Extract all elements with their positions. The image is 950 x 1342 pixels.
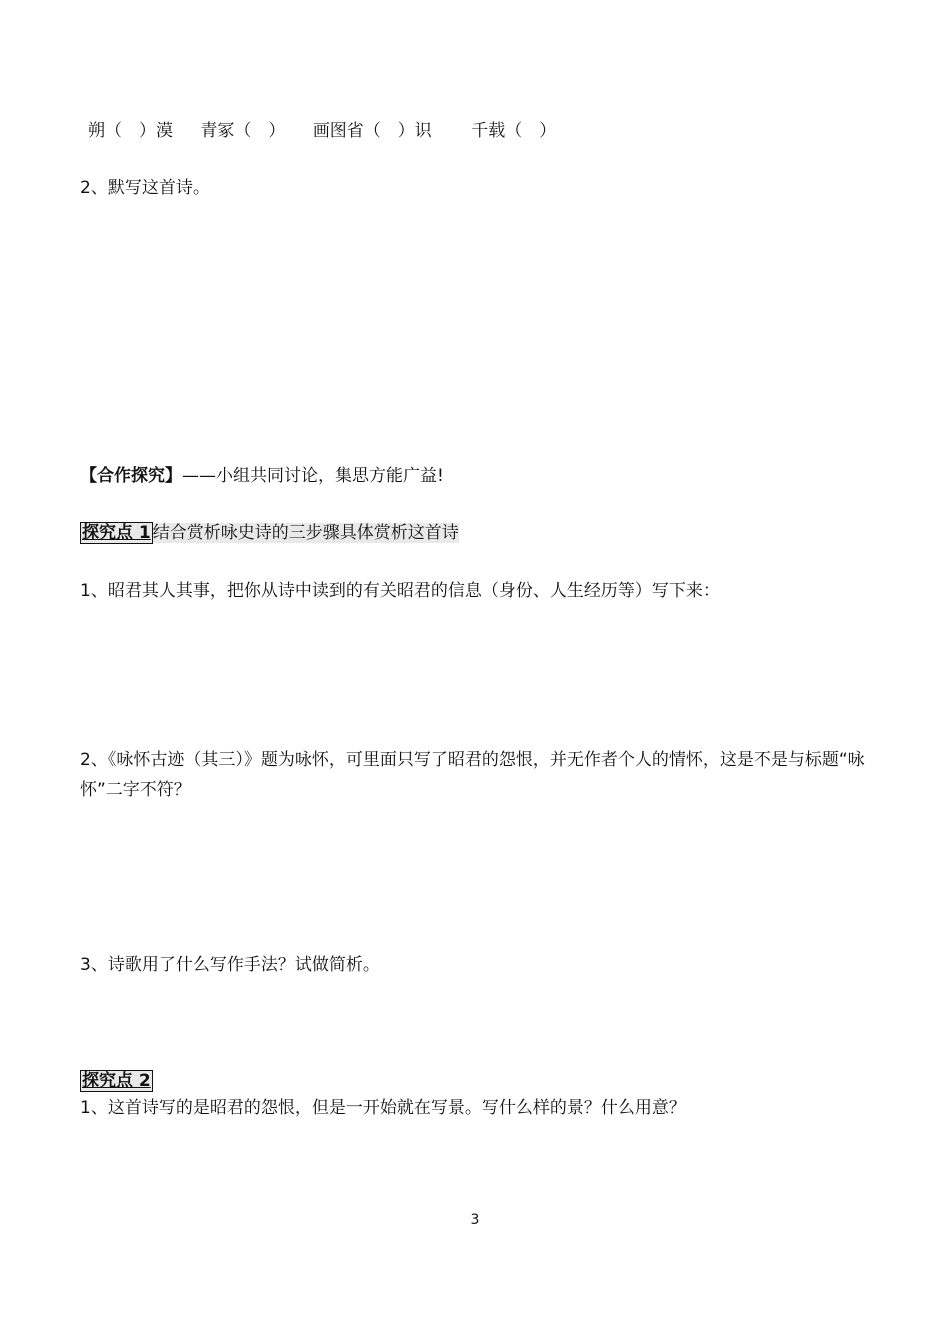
point2-heading	[80, 1066, 153, 1096]
coop-heading	[80, 461, 444, 491]
coop-subtitle: ——小组共同讨论，集思方能广益!	[182, 466, 444, 486]
coop-title: 【合作探究】	[80, 466, 182, 486]
fill-blank-item: 千载（ ）	[471, 121, 557, 141]
point1-label: 探究点 1	[82, 523, 151, 543]
question-recite: 2、默写这首诗。	[80, 178, 210, 198]
point1-heading	[80, 518, 459, 548]
fill-blank-line	[88, 116, 556, 146]
fill-blank-item: 画图省（ ）识	[312, 121, 432, 141]
point2-question-1: 1、这首诗写的是昭君的怨恨，但是一开始就在写景。写什么样的景？什么用意？	[80, 1098, 686, 1118]
point1-question-2: 2、《咏怀古迹（其三）》题为咏怀，可里面只写了昭君的怨恨，并无作者个人的情怀，这是不是与标题“咏怀”二字不符？	[80, 750, 865, 800]
point1-question-1: 1、昭君其人其事，把你从诗中读到的有关昭君的信息（身份、人生经历等）写下来：	[80, 581, 720, 601]
point1-text: 结合赏析咏史诗的三步骤具体赏析这首诗	[152, 523, 459, 543]
page-number: 3	[470, 1212, 480, 1228]
point2-label: 探究点 2	[82, 1071, 151, 1091]
fill-blank-item: 青冢（ ）	[200, 121, 286, 141]
fill-blank-item: 朔（ ）漠	[88, 121, 173, 141]
point1-question-3: 3、诗歌用了什么写作手法？试做简析。	[80, 955, 380, 975]
